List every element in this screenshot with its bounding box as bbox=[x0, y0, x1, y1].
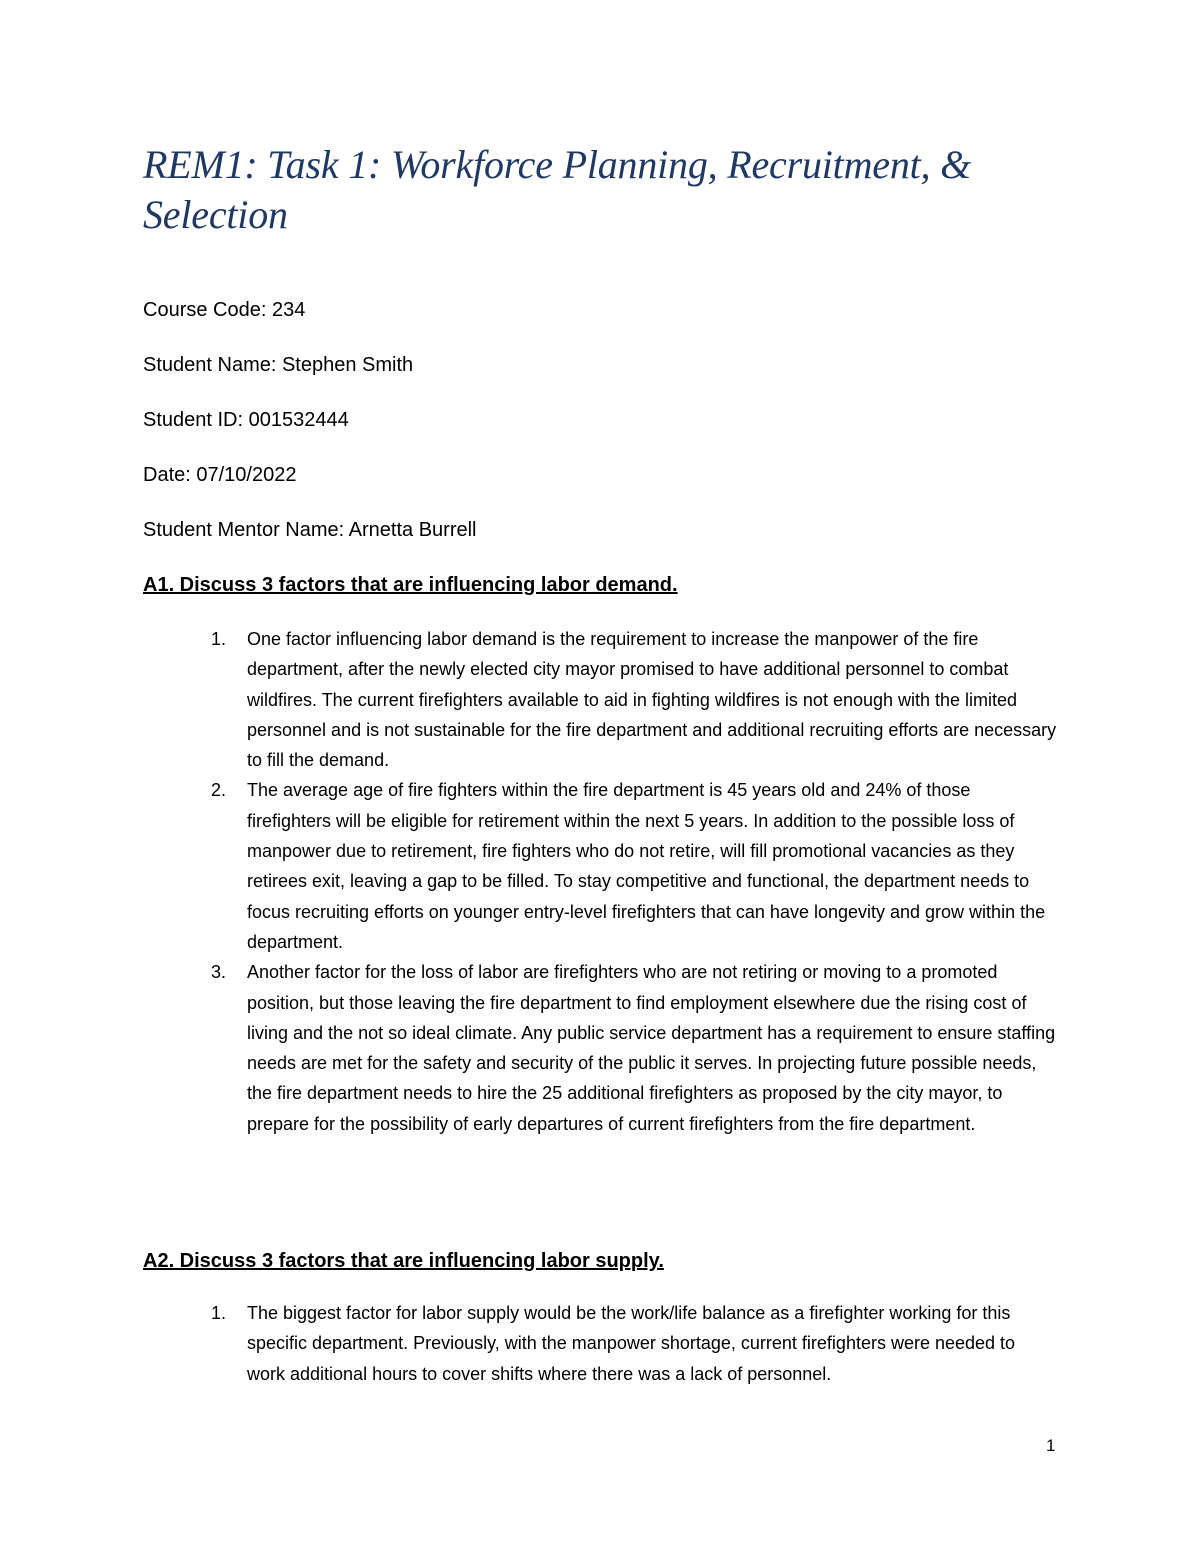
course-code-value: 234 bbox=[271, 299, 306, 321]
list-item-text: Another factor for the loss of labor are firefighters who are not retiring or moving to a promoted position, but those leaving the fire department to find employment elsewhere due the rising cost of living and the not so ideal climate. Any public service department has a requirement to ensure staffing needs are met for the safety and security of the public it serves. In projecting future possible needs, the fire department needs to hire the 25 additional firefighters as proposed by the city mayor, to prepare for the possibility of early departures of current firefighters from the fire department. bbox=[247, 962, 1056, 1134]
list-item-text: The average age of fire fighters within the fire department is 45 years old and 24% of those firefighters will be eligible for retirement within the next 5 years. In addition to the possible loss of manpower due to retirement, fire fighters who do not retire, will fill promotional vacancies as they retirees exit, leaving a gap to be filled. To stay competitive and functional, the department needs to focus recruiting efforts on younger entry-level firefighters that can have longevity and grow within the department. bbox=[247, 780, 1046, 952]
list-item bbox=[143, 775, 1058, 957]
student-id-value: 001532444 bbox=[248, 409, 349, 431]
list-item bbox=[143, 1298, 1058, 1389]
mentor-name-value: Arnetta Burrell bbox=[348, 519, 477, 541]
list-item-number: 2. bbox=[211, 780, 227, 801]
list-item-text: The biggest factor for labor supply would be the work/life balance as a firefighter working for this specific department. Previously, with the manpower shortage, current firefighters were needed to work additional hours to cover shifts where there was a lack of personnel. bbox=[247, 1303, 1016, 1384]
list-item-number: 1. bbox=[211, 629, 227, 649]
course-code-line bbox=[143, 296, 1043, 324]
student-id-label: Student ID: bbox=[143, 409, 249, 431]
list-item bbox=[143, 624, 1058, 775]
mentor-name-label: Student Mentor Name: bbox=[143, 519, 349, 541]
list-item bbox=[143, 957, 1058, 1139]
student-id-line bbox=[143, 406, 1043, 434]
student-name-label: Student Name: bbox=[143, 354, 282, 376]
list-item-text: One factor influencing labor demand is the requirement to increase the manpower of the fire department, after the newly elected city mayor promised to have additional personnel to combat wildfires. The current firefighters available to aid in fighting wildfires is not enough with the limited personnel and is not sustainable for the fire department and additional recruiting efforts are necessary to fill the demand. bbox=[247, 629, 1057, 771]
section-a1-heading: A1. Discuss 3 factors that are influencing labor demand. bbox=[143, 574, 678, 596]
course-code-label: Course Code: bbox=[143, 299, 272, 321]
section-a1-list bbox=[143, 624, 1058, 1139]
list-item-number: 3. bbox=[211, 962, 227, 983]
date-label: Date: bbox=[143, 464, 197, 486]
date-value: 07/10/2022 bbox=[196, 464, 297, 486]
mentor-name-line bbox=[143, 516, 1043, 544]
section-a2-list bbox=[143, 1298, 1058, 1389]
document-title: REM1: Task 1: Workforce Planning, Recruitment, & Selection bbox=[143, 142, 972, 237]
page-number: 1 bbox=[1046, 1436, 1056, 1455]
list-item-number: 1. bbox=[211, 1303, 227, 1323]
student-name-value: Stephen Smith bbox=[281, 354, 414, 376]
section-a2-heading: A2. Discuss 3 factors that are influencing labor supply. bbox=[143, 1250, 664, 1272]
date-line bbox=[143, 461, 1043, 489]
student-name-line bbox=[143, 351, 1043, 379]
